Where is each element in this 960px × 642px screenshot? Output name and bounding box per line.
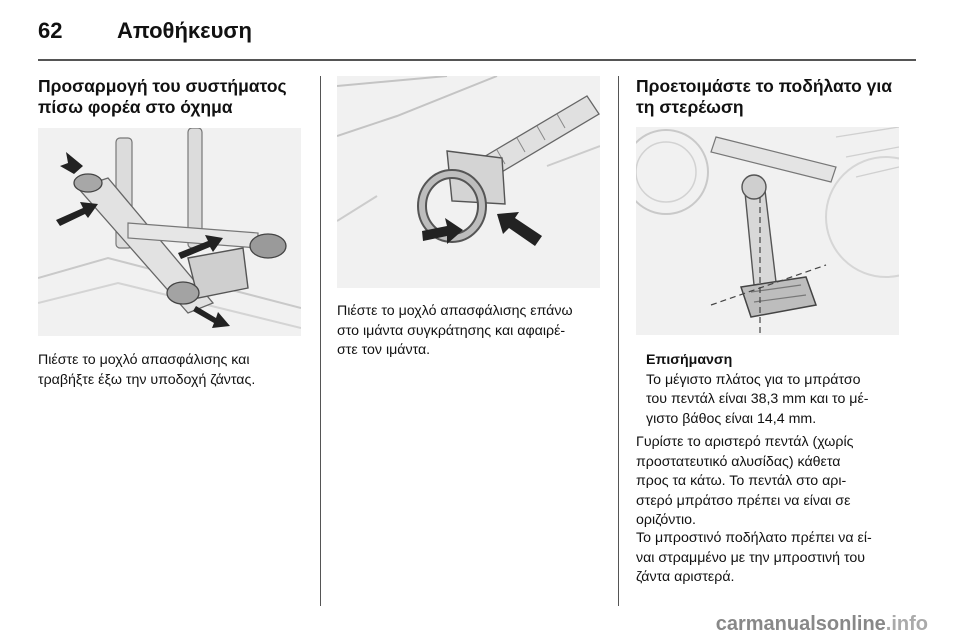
note-block [646,351,914,429]
paragraph-line: Το μπροστινό ποδήλατο πρέπει να εί- [636,530,872,546]
caption-line: στε τον ιμάντα. [337,342,431,359]
paragraph-line: στερό μπράτσο πρέπει να είναι σε [636,492,851,509]
watermark [716,613,928,636]
heading-line: Προσαρμογή του συστήματος [38,76,287,96]
watermark-tld: .info [885,613,928,635]
paragraph-line: προς τα κάτω. Το πεντάλ στο αρι- [636,473,847,490]
pedal-illustration [636,127,899,335]
column-1-caption [38,351,313,390]
note-line: Το μέγιστο πλάτος για το μπράτσο [646,371,861,388]
paragraph-line: ναι στραμμένο με την μπροστινή του [636,549,866,566]
caption-line: στο ιμάντα συγκράτησης και αφαιρέ- [337,322,566,339]
column-divider-2 [618,76,619,606]
paragraph-line: ζάντα αριστερά. [636,569,735,586]
caption-line: Πιέστε το μοχλό απασφάλισης επάνω [337,303,573,319]
header-divider [38,59,916,61]
heading-line: τη στερέωση [636,97,744,117]
column-divider-1 [320,76,321,606]
paragraph-line: οριζόντιο. [636,512,696,529]
caption-line: τραβήξτε έξω την υποδοχή ζάντας. [38,371,256,388]
page-number: 62 [38,18,63,43]
paragraph-1 [636,433,916,531]
rack-illustration [38,128,301,336]
note-line: γιστο βάθος είναι 14,4 mm. [646,410,817,427]
paragraph-2 [636,529,920,588]
column-2-caption [337,302,609,361]
heading-line: Προετοιμάστε το ποδήλατο για [636,76,893,96]
heading-line: πίσω φορέα στο όχημα [38,97,233,117]
watermark-main: carmanualsonline [715,613,886,635]
caption-line: Πιέστε το μοχλό απασφάλισης και [38,352,250,368]
strap-illustration [337,76,600,288]
column-3-heading [636,76,916,118]
paragraph-line: προστατευτικό αλυσίδας) κάθετα [636,453,841,470]
note-title: Επισήμανση [646,352,733,368]
page-title: Αποθήκευση [117,18,252,43]
column-1-heading [38,76,308,118]
paragraph-line: Γυρίστε το αριστερό πεντάλ (χωρίς [636,434,854,450]
note-line: του πεντάλ είναι 38,3 mm και το μέ- [646,391,869,408]
